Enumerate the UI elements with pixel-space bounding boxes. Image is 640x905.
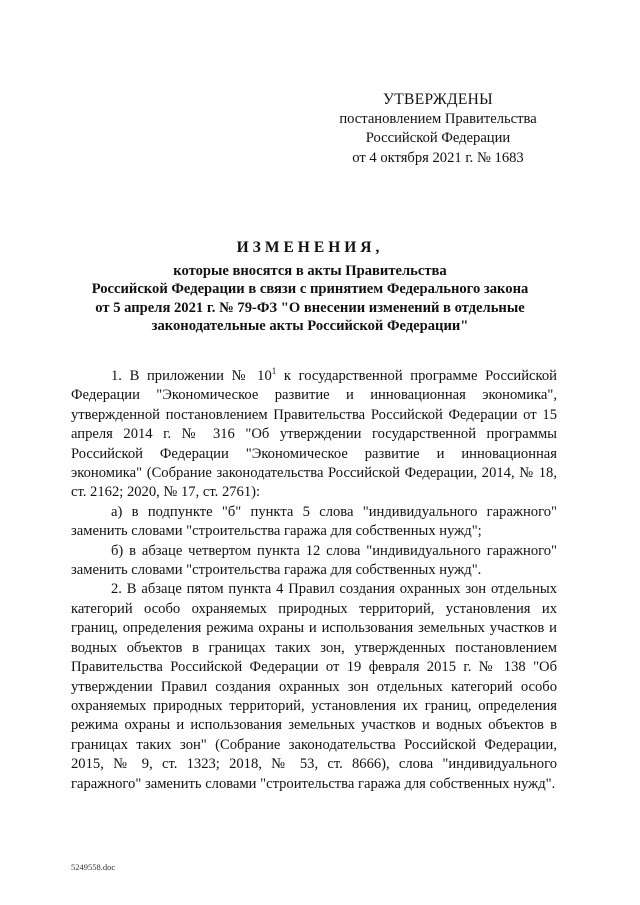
approval-line-2: Российской Федерации [365,130,511,146]
approval-line-3: от 4 октября 2021 г. № 1683 [352,149,524,166]
item-1-text: к государственной программе Российской Федерации "Экономическое развитие и инновационная экономика", утвержденной постановлением Правительства Российской Федерации от 15 апреля 2014 г. № 316 "Об утверждении государственной программы Российской Федерации "Экономическое развитие и инновационная экономика" (Собрание законодательства Российской Федерации, 2014, № 18, ст. 2162; 2020, № 17, ст. 2761): [71,368,557,501]
item-2: 2. В абзаце пятом пункта 4 Правил создания охранных зон отдельных категорий особо охраняемых природных территорий, установления их границ, определения режима охраны и использования земельных участков и водных объектов в границах таких зон, утвержденных постановлением Правительства Российской Федерации от 19 февраля 2015 г. № 138 "Об утверждении Правил создания охранных зон отдельных категорий особо охраняемых природных территорий, установления их границ, определения режима охраны и использования земельных участков и водных объектов в границах таких зон" (Собрание законодательства Российской Федерации, 2015, № 9, ст. 1323; 2018, № 53, ст. 8666), слова "индивидуального гаражного" заменить словами "строительства гаража для собственных нужд". [71,581,557,792]
approval-block [318,90,558,168]
footnote-mark: 1 [271,366,277,377]
subtitle-line-3: от 5 апреля 2021 г. № 79-ФЗ "О внесении изменений в отдельные [95,299,525,316]
file-reference: 5249558.doc [71,862,116,872]
subtitle-line-1: которые вносятся в акты Правительства [173,263,447,279]
item-1a: а) в подпункте "б" пункта 5 слова "индивидуального гаражного" заменить словами "строительства гаража для собственных нужд"; [71,503,557,540]
document-title: ИЗМЕНЕНИЯ, [236,239,384,256]
approval-line-1: постановлением Правительства [339,110,537,127]
subtitle-line-4: законодательные акты Российской Федерации" [151,317,469,334]
document-body [71,367,557,794]
document-subtitle [70,262,550,335]
subtitle-line-2: Российской Федерации в связи с принятием Федерального закона [91,281,529,298]
item-1-lead: 1. В приложении № 10 [111,368,272,384]
item-1 [71,367,557,503]
approval-heading: УТВЕРЖДЕНЫ [383,91,493,108]
item-1b: б) в абзаце четвертом пункта 12 слова "индивидуального гаражного" заменить словами "строительства гаража для собственных нужд". [71,542,557,579]
